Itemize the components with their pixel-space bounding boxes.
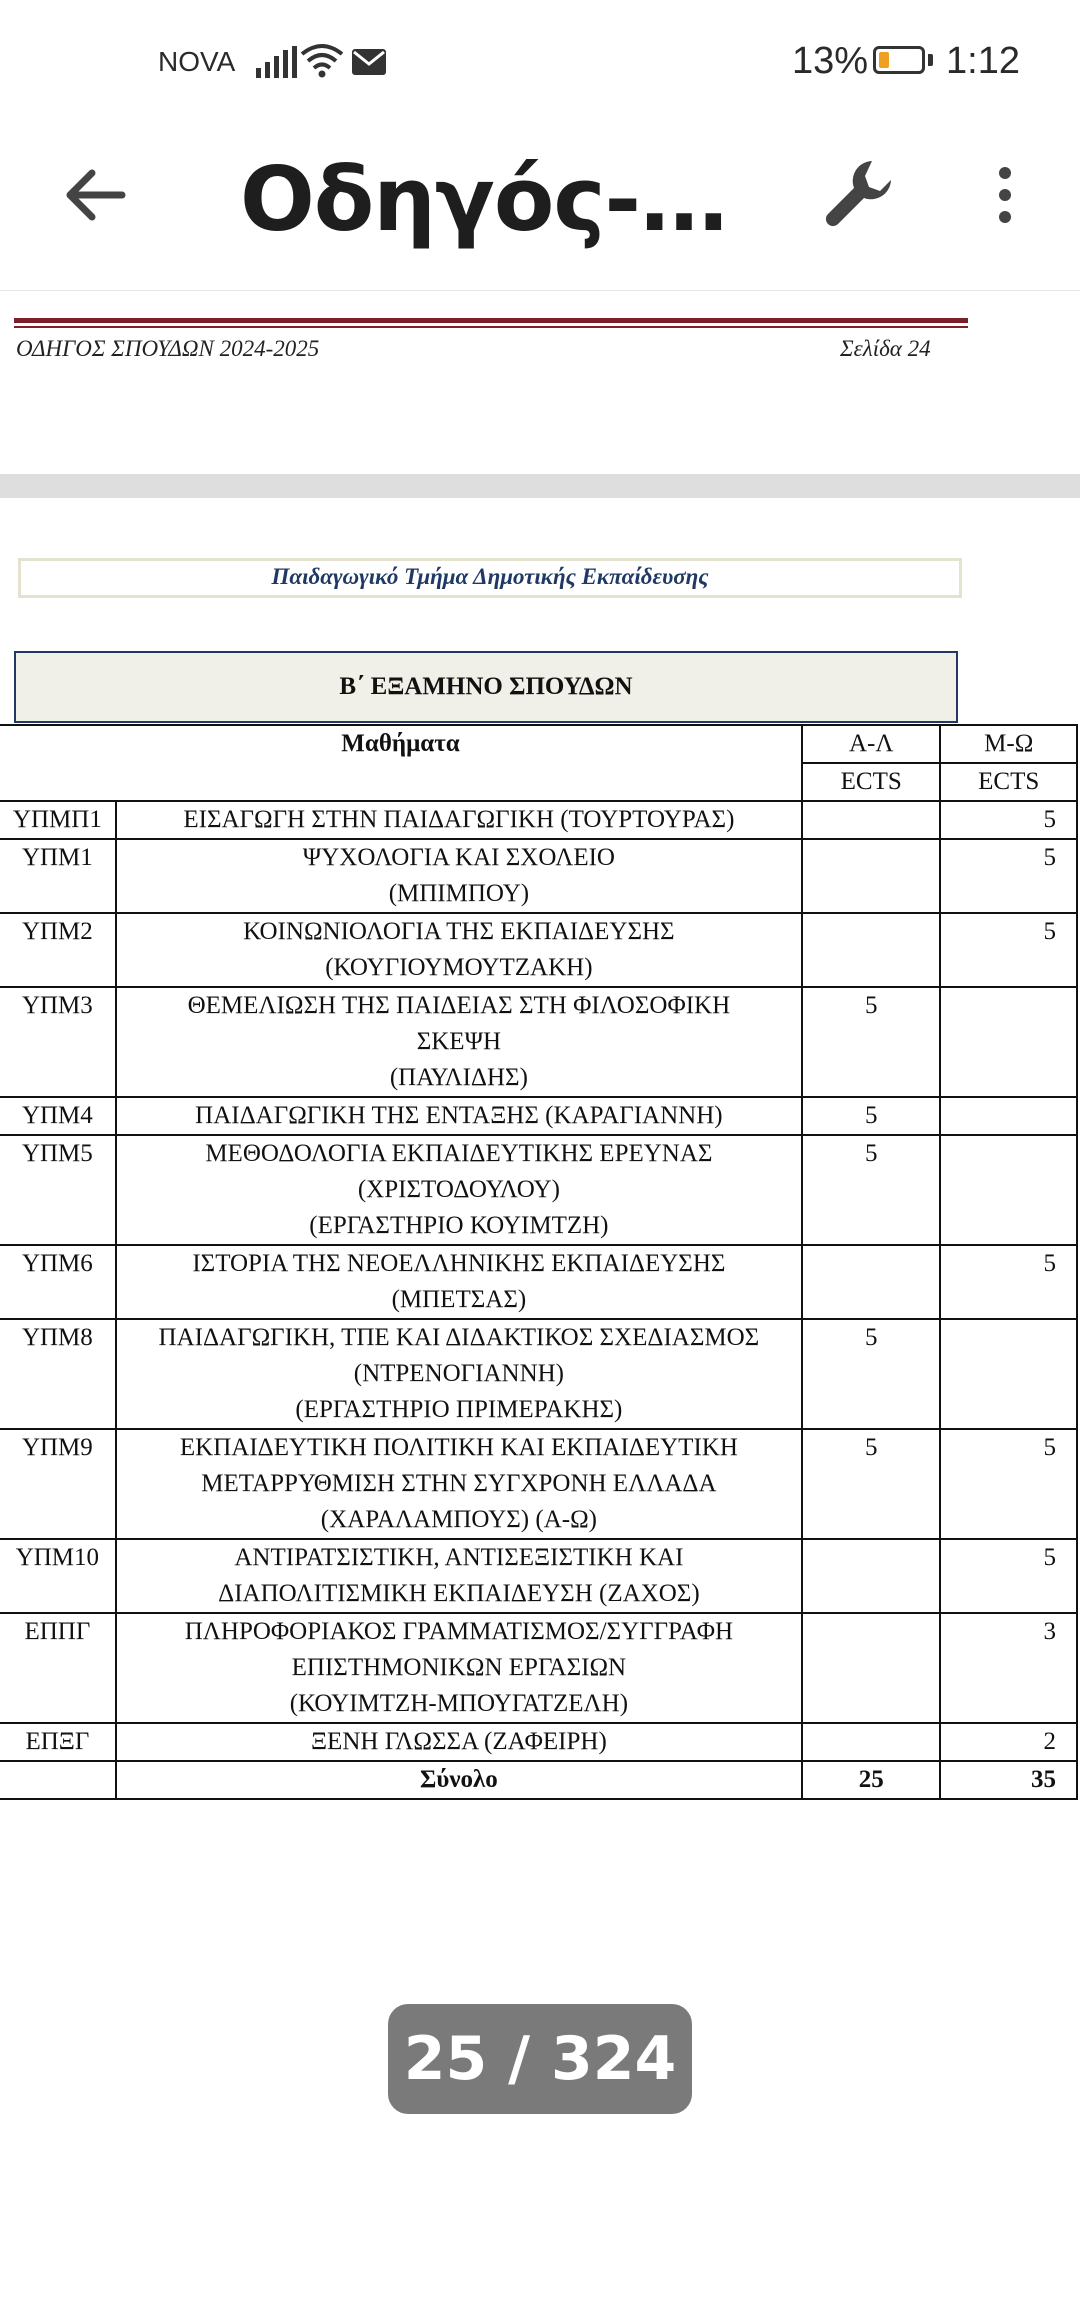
ects-mo bbox=[940, 1097, 1077, 1135]
table-row bbox=[0, 913, 1077, 987]
course-name-line: (ΜΠΕΤΣΑΣ) bbox=[391, 1286, 527, 1313]
ects-al bbox=[802, 801, 940, 839]
course-name-line: (ΝΤΡΕΝΟΓΙΑΝΝΗ) bbox=[353, 1360, 565, 1387]
course-name bbox=[116, 1613, 802, 1723]
ects-mo: 5 bbox=[940, 839, 1077, 913]
courses-table bbox=[0, 724, 1078, 1800]
running-header-title: ΟΔΗΓΟΣ ΣΠΟΥΔΩΝ 2024-2025 bbox=[16, 336, 320, 361]
total-label: Σύνολο bbox=[116, 1761, 802, 1799]
table-row bbox=[0, 1245, 1077, 1319]
ects-al: 5 bbox=[802, 1097, 940, 1135]
course-name bbox=[116, 1539, 802, 1613]
wrench-icon[interactable] bbox=[820, 155, 900, 235]
ects-al bbox=[802, 1723, 940, 1761]
document-title: Οδηγός-… bbox=[240, 148, 727, 251]
course-name bbox=[116, 1429, 802, 1539]
status-bar bbox=[0, 0, 1080, 125]
ects-mo: 5 bbox=[940, 913, 1077, 987]
header-mo: Μ-Ω bbox=[940, 725, 1077, 763]
header-courses: Μαθήματα bbox=[0, 725, 802, 801]
course-name-line: ΕΠΙΣΤΗΜΟΝΙΚΩΝ ΕΡΓΑΣΙΩΝ bbox=[291, 1654, 627, 1681]
total-empty bbox=[0, 1761, 116, 1799]
battery-percent: 13% bbox=[792, 40, 869, 82]
ects-mo: 5 bbox=[940, 1245, 1077, 1319]
course-name bbox=[116, 1723, 802, 1761]
course-code: ΥΠΜ10 bbox=[0, 1539, 116, 1613]
course-name-line: ΜΕΤΑΡΡΥΘΜΙΣΗ ΣΤΗΝ ΣΥΓΧΡΟΝΗ ΕΛΛΑΔΑ bbox=[201, 1470, 717, 1497]
table-row bbox=[0, 1613, 1077, 1723]
total-al: 25 bbox=[802, 1761, 940, 1799]
header-ects: ECTS bbox=[802, 763, 940, 801]
ects-al bbox=[802, 1245, 940, 1319]
ects-al bbox=[802, 1539, 940, 1613]
ects-al bbox=[802, 839, 940, 913]
course-name-line: (ΕΡΓΑΣΤΗΡΙΟ ΚΟΥΙΜΤΖΗ) bbox=[309, 1212, 609, 1239]
course-name-line: ΣΚΕΨΗ bbox=[416, 1028, 502, 1055]
course-name-line: ΕΚΠΑΙΔΕΥΤΙΚΗ ΠΟΛΙΤΙΚΗ ΚΑΙ ΕΚΠΑΙΔΕΥΤΙΚΗ bbox=[179, 1434, 738, 1461]
table-row bbox=[0, 1723, 1077, 1761]
table-total-row bbox=[0, 1761, 1077, 1799]
table-header-row bbox=[0, 725, 1077, 763]
course-name-line: ΠΑΙΔΑΓΩΓΙΚΗ, ΤΠΕ ΚΑΙ ΔΙΔΑΚΤΙΚΟΣ ΣΧΕΔΙΑΣΜΟΣ bbox=[158, 1324, 760, 1351]
course-code: ΕΠΠΓ bbox=[0, 1613, 116, 1723]
course-name bbox=[116, 1097, 802, 1135]
ects-mo: 5 bbox=[940, 1539, 1077, 1613]
carrier-name: NOVA bbox=[158, 46, 236, 77]
table-row bbox=[0, 1429, 1077, 1539]
course-name bbox=[116, 987, 802, 1097]
table-row bbox=[0, 1319, 1077, 1429]
page-separator bbox=[0, 474, 1080, 498]
ects-mo bbox=[940, 987, 1077, 1097]
ects-al: 5 bbox=[802, 1135, 940, 1245]
semester-heading: Β΄ ΕΞΑΜΗΝΟ ΣΠΟΥΔΩΝ bbox=[14, 651, 958, 723]
battery-icon bbox=[873, 46, 925, 74]
course-name bbox=[116, 839, 802, 913]
course-name-line: ΑΝΤΙΡΑΤΣΙΣΤΙΚΗ, ΑΝΤΙΣΕΞΙΣΤΙΚΗ ΚΑΙ bbox=[234, 1544, 684, 1571]
course-name-line: ΨΥΧΟΛΟΓΙΑ ΚΑΙ ΣΧΟΛΕΙΟ bbox=[302, 844, 615, 871]
ects-al: 5 bbox=[802, 1429, 940, 1539]
course-name bbox=[116, 1245, 802, 1319]
ects-mo bbox=[940, 1319, 1077, 1429]
course-name-line: (ΠΑΥΛΙΔΗΣ) bbox=[389, 1064, 528, 1091]
course-code: ΥΠΜΠ1 bbox=[0, 801, 116, 839]
course-name-line: (ΚΟΥΓΙΟΥΜΟΥΤΖΑΚΗ) bbox=[325, 954, 593, 981]
course-code: ΥΠΜ8 bbox=[0, 1319, 116, 1429]
total-mo: 35 bbox=[940, 1761, 1077, 1799]
wifi-icon bbox=[300, 42, 344, 78]
ects-mo: 2 bbox=[940, 1723, 1077, 1761]
course-code: ΥΠΜ6 bbox=[0, 1245, 116, 1319]
ects-mo bbox=[940, 1135, 1077, 1245]
signal-icon bbox=[256, 46, 297, 78]
course-name-line: (ΧΡΙΣΤΟΔΟΥΛΟΥ) bbox=[357, 1176, 560, 1203]
header-rule-thin bbox=[14, 326, 968, 328]
course-name-line: ΙΣΤΟΡΙΑ ΤΗΣ ΝΕΟΕΛΛΗΝΙΚΗΣ ΕΚΠΑΙΔΕΥΣΗΣ bbox=[192, 1250, 726, 1277]
course-name-line: ΞΕΝΗ ΓΛΩΣΣΑ (ΖΑΦΕΙΡΗ) bbox=[310, 1728, 607, 1755]
department-heading: Παιδαγωγικό Τμήμα Δημοτικής Εκπαίδευσης bbox=[18, 558, 962, 598]
course-name-line: ΕΙΣΑΓΩΓΗ ΣΤΗΝ ΠΑΙΔΑΓΩΓΙΚΗ (ΤΟΥΡΤΟΥΡΑΣ) bbox=[183, 806, 735, 833]
clock: 1:12 bbox=[946, 40, 1020, 82]
battery-tip bbox=[928, 54, 933, 66]
course-name-line: (ΚΟΥΙΜΤΖΗ-ΜΠΟΥΓΑΤΖΕΛΗ) bbox=[289, 1690, 629, 1717]
table-row bbox=[0, 1135, 1077, 1245]
ects-mo: 3 bbox=[940, 1613, 1077, 1723]
ects-mo: 5 bbox=[940, 801, 1077, 839]
table-row bbox=[0, 801, 1077, 839]
header-rule bbox=[14, 318, 968, 323]
table-row bbox=[0, 1539, 1077, 1613]
more-options-icon[interactable] bbox=[990, 165, 1020, 225]
course-code: ΥΠΜ5 bbox=[0, 1135, 116, 1245]
course-name-line: (ΧΑΡΑΛΑΜΠΟΥΣ) (Α-Ω) bbox=[320, 1506, 597, 1533]
mail-icon bbox=[351, 48, 387, 76]
table-row bbox=[0, 987, 1077, 1097]
course-name-line: ΠΑΙΔΑΓΩΓΙΚΗ ΤΗΣ ΕΝΤΑΞΗΣ (ΚΑΡΑΓΙΑΝΝΗ) bbox=[195, 1102, 723, 1129]
back-arrow-icon[interactable] bbox=[60, 160, 130, 230]
course-code: ΥΠΜ1 bbox=[0, 839, 116, 913]
course-name-line: (ΕΡΓΑΣΤΗΡΙΟ ΠΡΙΜΕΡΑΚΗΣ) bbox=[295, 1396, 623, 1423]
course-name-line: ΚΟΙΝΩΝΙΟΛΟΓΙΑ ΤΗΣ ΕΚΠΑΙΔΕΥΣΗΣ bbox=[243, 918, 675, 945]
course-code: ΥΠΜ4 bbox=[0, 1097, 116, 1135]
header-ects: ECTS bbox=[940, 763, 1077, 801]
course-name-line: ΠΛΗΡΟΦΟΡΙΑΚΟΣ ΓΡΑΜΜΑΤΙΣΜΟΣ/ΣΥΓΓΡΑΦΗ bbox=[184, 1618, 734, 1645]
running-header-page: Σελίδα 24 bbox=[840, 336, 931, 361]
ects-al: 5 bbox=[802, 987, 940, 1097]
course-code: ΥΠΜ2 bbox=[0, 913, 116, 987]
course-name bbox=[116, 1319, 802, 1429]
ects-al bbox=[802, 913, 940, 987]
course-name-line: ΜΕΘΟΔΟΛΟΓΙΑ ΕΚΠΑΙΔΕΥΤΙΚΗΣ ΕΡΕΥΝΑΣ bbox=[205, 1140, 713, 1167]
course-name-line: (ΜΠΙΜΠΟΥ) bbox=[388, 880, 530, 907]
course-code: ΕΠΞΓ bbox=[0, 1723, 116, 1761]
ects-mo: 5 bbox=[940, 1429, 1077, 1539]
ects-al: 5 bbox=[802, 1319, 940, 1429]
course-code: ΥΠΜ3 bbox=[0, 987, 116, 1097]
ects-al bbox=[802, 1613, 940, 1723]
course-name-line: ΔΙΑΠΟΛΙΤΙΣΜΙΚΗ ΕΚΠΑΙΔΕΥΣΗ (ΖΑΧΟΣ) bbox=[218, 1580, 700, 1607]
header-al: Α-Λ bbox=[802, 725, 940, 763]
table-row bbox=[0, 1097, 1077, 1135]
table-row bbox=[0, 839, 1077, 913]
course-name bbox=[116, 913, 802, 987]
course-name-line: ΘΕΜΕΛΙΩΣΗ ΤΗΣ ΠΑΙΔΕΙΑΣ ΣΤΗ ΦΙΛΟΣΟΦΙΚΗ bbox=[187, 992, 731, 1019]
course-code: ΥΠΜ9 bbox=[0, 1429, 116, 1539]
page-counter: 25 / 324 bbox=[388, 2004, 692, 2114]
course-name bbox=[116, 801, 802, 839]
course-name bbox=[116, 1135, 802, 1245]
